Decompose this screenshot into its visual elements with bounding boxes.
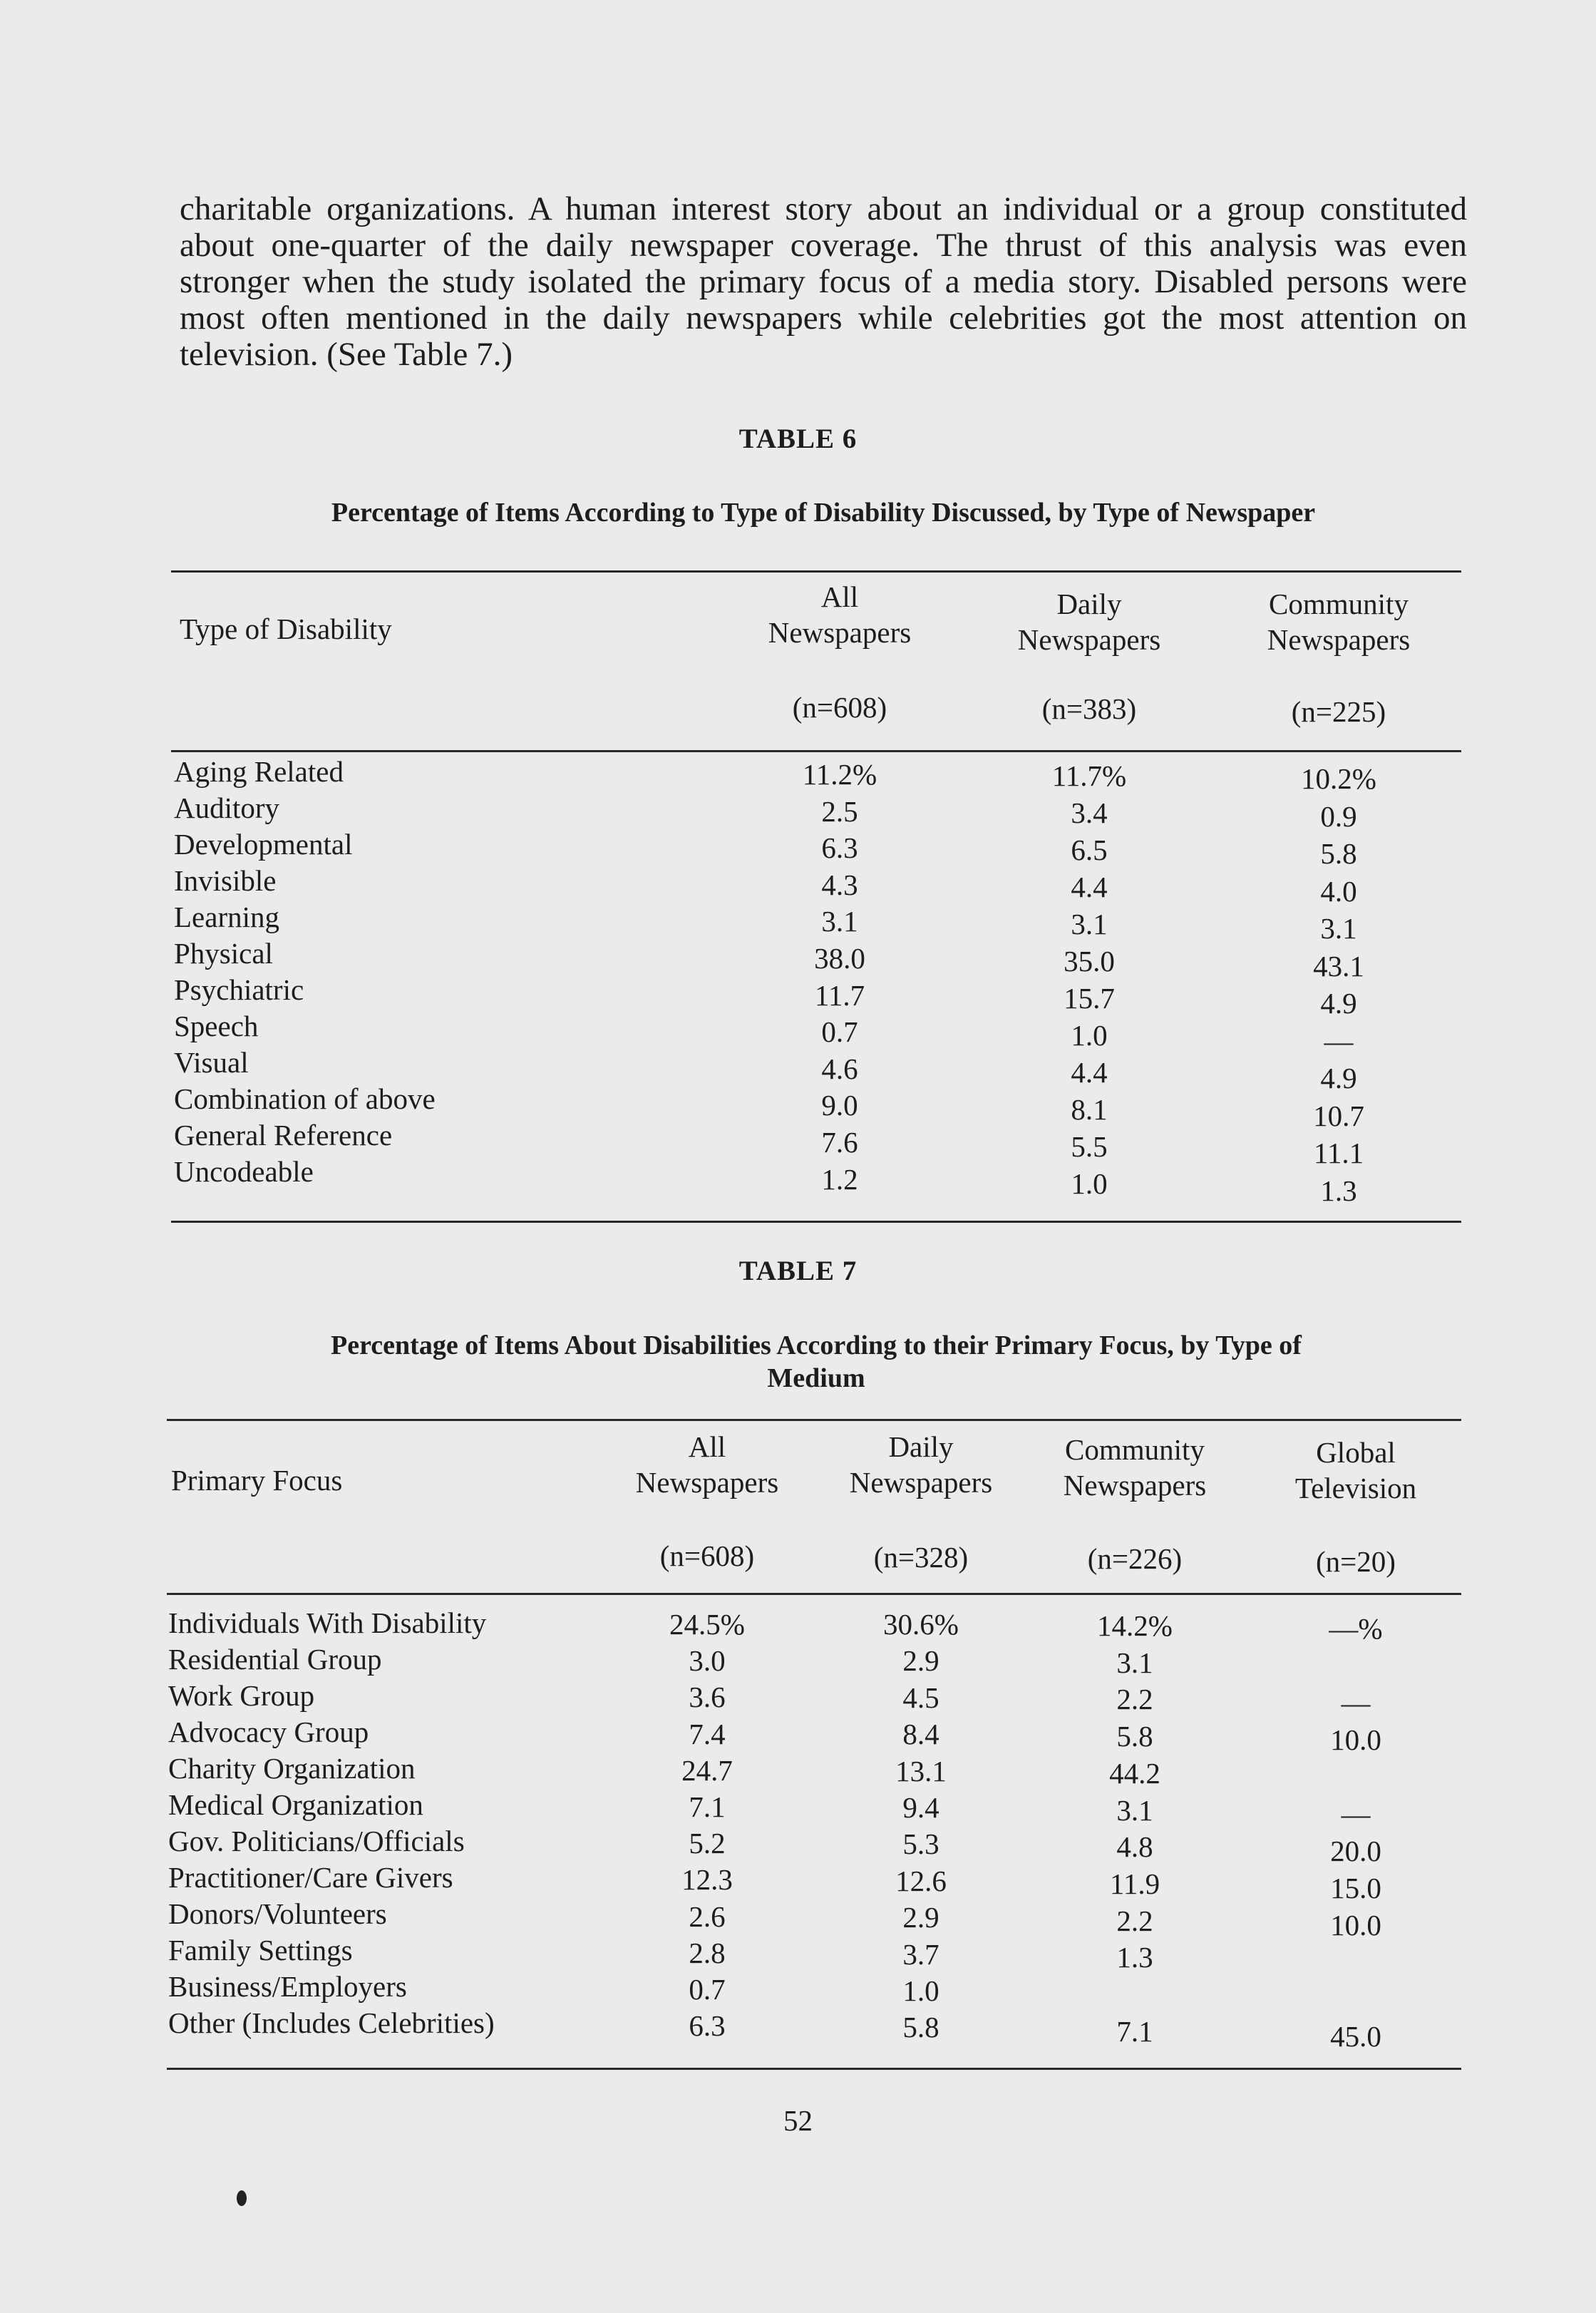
page-number: 52 xyxy=(783,2104,813,2137)
table7-bottom-rule xyxy=(167,2068,1461,2070)
cell-value: 7.1 xyxy=(1116,2014,1153,2048)
cell-value: 4.6 xyxy=(821,1052,858,1085)
cell-value: 0.7 xyxy=(689,1973,726,2006)
cell-value: 5.8 xyxy=(1320,837,1357,870)
cell-value: 8.4 xyxy=(902,1718,939,1751)
cell-value: 1.3 xyxy=(1116,1941,1153,1974)
row-label: Donors/Volunteers xyxy=(168,1897,387,1930)
cell-value: 9.4 xyxy=(902,1791,939,1824)
cell-value: 4.4 xyxy=(1071,871,1108,903)
cell-value: 4.9 xyxy=(1320,987,1357,1020)
table7-col-all-header: All Newspapers xyxy=(635,1430,779,1499)
row-label: Aging Related xyxy=(174,755,344,788)
cell-value: 5.8 xyxy=(1116,1720,1153,1753)
cell-value: 7.1 xyxy=(689,1790,726,1823)
table7-n-television: (n=20) xyxy=(1316,1545,1396,1578)
cell-value: 43.1 xyxy=(1313,949,1364,983)
cell-value: —% xyxy=(1329,1612,1383,1645)
cell-value: 30.6% xyxy=(883,1608,959,1641)
table7-header-rule xyxy=(167,1593,1461,1595)
table7-row-header: Primary Focus xyxy=(171,1464,343,1497)
cell-value: 2.9 xyxy=(902,1901,939,1934)
cell-value: 10.0 xyxy=(1330,1909,1381,1942)
table7-col-daily-header: Daily Newspapers xyxy=(849,1430,993,1499)
cell-value: 38.0 xyxy=(814,942,865,975)
cell-value: 5.5 xyxy=(1071,1130,1108,1163)
cell-value: 6.3 xyxy=(689,2009,726,2043)
row-label: Residential Group xyxy=(168,1643,382,1676)
cell-value: 7.4 xyxy=(689,1717,726,1750)
table7-n-daily: (n=328) xyxy=(873,1541,969,1574)
row-label: Medical Organization xyxy=(168,1788,423,1821)
row-label: General Reference xyxy=(174,1119,393,1152)
cell-value: 12.6 xyxy=(895,1864,947,1897)
table6-n-daily: (n=383) xyxy=(1041,692,1137,725)
cell-value: 3.1 xyxy=(821,905,858,938)
cell-value: 10.7 xyxy=(1313,1099,1364,1132)
cell-value: 11.9 xyxy=(1109,1867,1160,1900)
row-label: Work Group xyxy=(168,1679,315,1712)
row-label: Visual xyxy=(174,1046,249,1079)
cell-value: 13.1 xyxy=(895,1754,947,1788)
cell-value: 1.2 xyxy=(821,1162,858,1196)
table6-bottom-rule xyxy=(171,1221,1461,1223)
cell-value: 3.1 xyxy=(1116,1646,1153,1679)
table7-title: Percentage of Items About Disabilities According to their Primary Focus, by Type of Medium xyxy=(331,1330,1302,1393)
cell-value: — xyxy=(1341,1686,1371,1719)
cell-value: 7.6 xyxy=(821,1126,858,1159)
cell-value: 4.0 xyxy=(1320,874,1357,908)
row-label: Practitioner/Care Givers xyxy=(168,1861,453,1894)
cell-value: 3.0 xyxy=(689,1644,726,1678)
cell-value: 4.4 xyxy=(1071,1056,1108,1089)
table6-header-rule xyxy=(171,750,1461,752)
cell-value: 2.6 xyxy=(689,1899,726,1933)
cell-value: 2.5 xyxy=(821,794,858,828)
cell-value: 35.0 xyxy=(1064,945,1115,978)
table6-col-daily-header: Daily Newspapers xyxy=(1017,588,1161,656)
cell-value: 4.5 xyxy=(902,1681,939,1714)
cell-value: 3.1 xyxy=(1071,908,1108,940)
cell-value: 20.0 xyxy=(1330,1835,1381,1867)
cell-value: 11.7% xyxy=(1051,759,1127,792)
cell-value: 4.9 xyxy=(1320,1062,1357,1094)
cell-value: 14.2% xyxy=(1097,1609,1173,1642)
cell-value: 15.0 xyxy=(1330,1872,1381,1904)
cell-value: 15.7 xyxy=(1064,982,1115,1015)
cell-value: 3.1 xyxy=(1116,1793,1153,1827)
row-label: Advocacy Group xyxy=(168,1715,369,1748)
row-label: Psychiatric xyxy=(174,973,304,1006)
cell-value: 2.8 xyxy=(689,1936,726,1969)
row-label: Individuals With Disability xyxy=(168,1606,487,1639)
table7-top-rule xyxy=(167,1419,1461,1421)
table7-n-community: (n=226) xyxy=(1087,1542,1183,1575)
cell-value: 4.3 xyxy=(821,868,858,901)
cell-value: 3.6 xyxy=(689,1681,726,1714)
row-label: Business/Employers xyxy=(168,1970,407,2003)
cell-value: 6.3 xyxy=(821,831,858,865)
table6-title: Percentage of Items According to Type of Disability Discussed, by Type of Newspaper xyxy=(331,498,1316,528)
row-label: Auditory xyxy=(174,791,280,824)
table6-n-community: (n=225) xyxy=(1291,695,1386,728)
cell-value: 8.1 xyxy=(1071,1093,1108,1126)
row-label: Speech xyxy=(174,1010,259,1042)
row-label: Other (Includes Celebrities) xyxy=(168,2006,495,2039)
cell-value: 24.5% xyxy=(669,1608,745,1641)
table7-col-television-header: Global Television xyxy=(1294,1436,1417,1504)
cell-value: 0.7 xyxy=(821,1015,858,1049)
cell-value: — xyxy=(1324,1024,1354,1057)
cell-value: 44.2 xyxy=(1109,1756,1160,1790)
row-label: Physical xyxy=(174,937,273,970)
cell-value: 5.3 xyxy=(902,1827,939,1861)
row-label: Family Settings xyxy=(168,1934,353,1966)
table6-n-all: (n=608) xyxy=(792,691,887,724)
cell-value: 24.7 xyxy=(681,1753,733,1787)
table6-col-community-header: Community Newspapers xyxy=(1267,588,1411,656)
cell-value: 5.8 xyxy=(902,2011,939,2044)
cell-value: 4.8 xyxy=(1116,1830,1153,1864)
cell-value: 11.2% xyxy=(802,758,877,791)
row-label: Gov. Politicians/Officials xyxy=(168,1825,465,1857)
row-label: Combination of above xyxy=(174,1082,436,1115)
row-label: Developmental xyxy=(174,828,353,861)
table6-top-rule xyxy=(171,570,1461,573)
ink-spot xyxy=(237,2190,247,2206)
cell-value: 11.1 xyxy=(1313,1137,1364,1169)
cell-value: 9.0 xyxy=(821,1089,858,1122)
table6-col-all-header: All Newspapers xyxy=(768,580,912,649)
table6-row-header: Type of Disability xyxy=(180,612,392,645)
cell-value: 12.3 xyxy=(681,1863,733,1897)
cell-value: 10.0 xyxy=(1330,1723,1381,1756)
cell-value: 3.1 xyxy=(1320,912,1357,945)
row-label: Uncodeable xyxy=(174,1155,314,1188)
row-label: Invisible xyxy=(174,864,277,897)
cell-value: 2.9 xyxy=(902,1644,939,1678)
table7-col-community-header: Community Newspapers xyxy=(1063,1433,1207,1502)
cell-value: 0.9 xyxy=(1320,799,1357,833)
cell-value: 1.0 xyxy=(1071,1019,1108,1052)
cell-value: 2.2 xyxy=(1116,1683,1153,1716)
cell-value: 5.2 xyxy=(689,1827,726,1860)
cell-value: 10.2% xyxy=(1301,762,1376,795)
cell-value: 1.0 xyxy=(902,1974,939,2007)
cell-value: 3.4 xyxy=(1071,796,1108,829)
cell-value: 6.5 xyxy=(1071,834,1108,866)
intro-paragraph: charitable organizations. A human interest story about an individual or a group constituted about one-quarter of the daily newspaper coverage. The thrust of this analysis was even stronger when the study isolated the primary focus of a media story. Disabled persons were most often mentioned in the daily newspapers while celebrities got the most attention on television. (See Table 7.) xyxy=(180,190,1467,373)
cell-value: 1.3 xyxy=(1320,1174,1357,1207)
table7-number: TABLE 7 xyxy=(738,1256,858,1286)
row-label: Charity Organization xyxy=(168,1752,416,1785)
cell-value: 3.7 xyxy=(902,1937,939,1971)
cell-value: 45.0 xyxy=(1330,2020,1381,2053)
table7-n-all: (n=608) xyxy=(659,1539,755,1572)
cell-value: 1.0 xyxy=(1071,1167,1108,1200)
cell-value: 11.7 xyxy=(814,978,865,1012)
cell-value: 2.2 xyxy=(1116,1904,1153,1937)
table6-number: TABLE 6 xyxy=(738,424,858,454)
row-label: Learning xyxy=(174,901,279,933)
cell-value: — xyxy=(1341,1797,1371,1830)
